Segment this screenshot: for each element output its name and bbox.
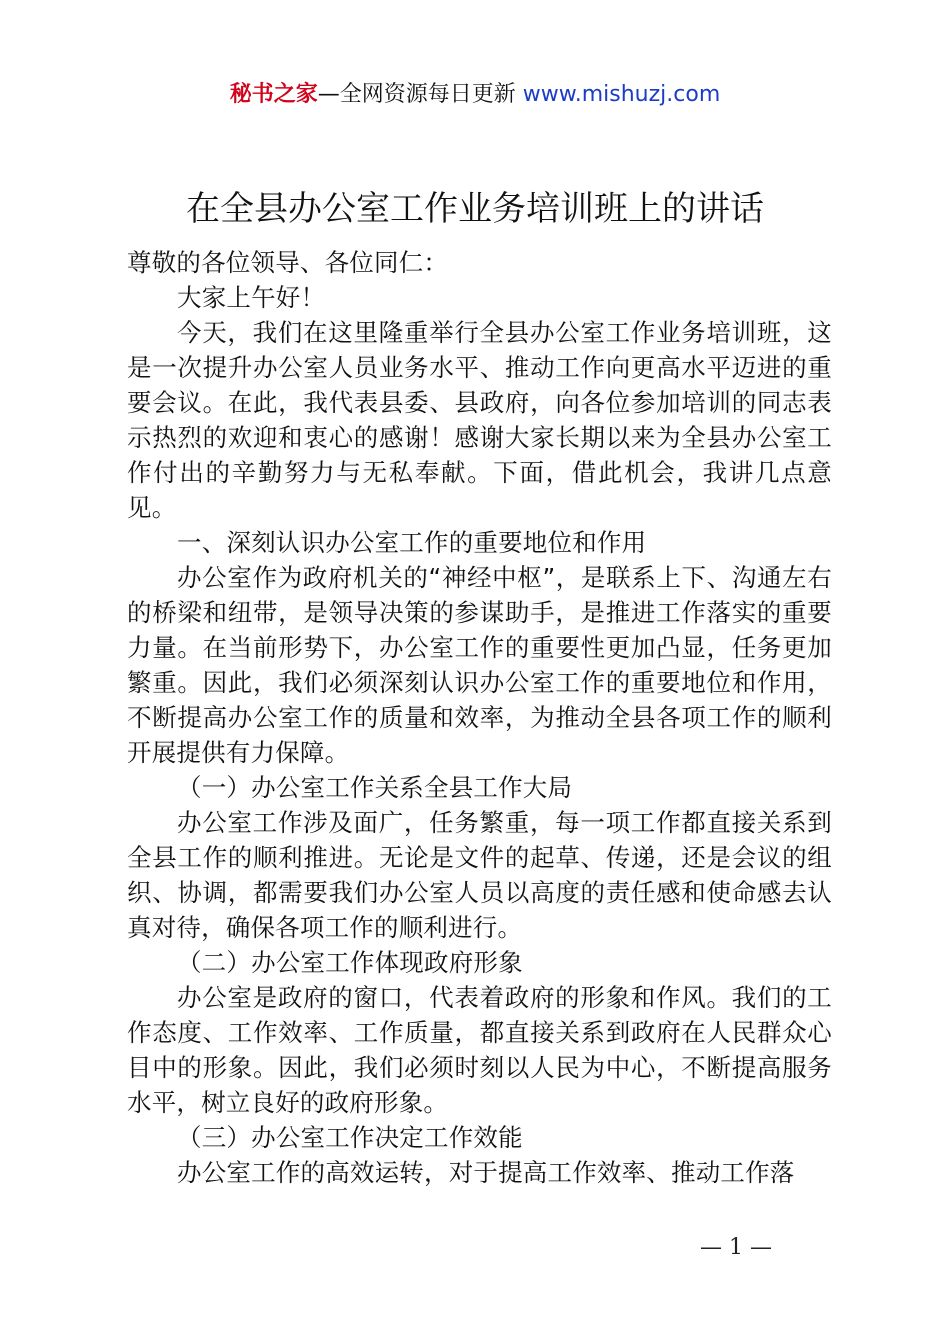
brand-name: 秘书之家 <box>229 82 318 107</box>
site-header <box>0 80 950 110</box>
greeting: 大家上午好！ <box>177 283 326 312</box>
subsection-heading: （三）办公室工作决定工作效能 <box>177 1123 523 1152</box>
site-url-link[interactable]: www.mishuzj.com <box>522 82 721 107</box>
page-number: — 1 — <box>700 1235 772 1260</box>
body-paragraph: 办公室是政府的窗口，代表着政府的形象和作风。我们的工作态度、工作效率、工作质量，都直接关系到政府在人民群众心目中的形象。因此，我们必须时刻以人民为中心，不断提高服务水平，树立良好的政府形象。 <box>127 983 832 1117</box>
subsection-heading: （二）办公室工作体现政府形象 <box>177 948 523 977</box>
header-tagline: —全网资源每日更新 <box>317 82 516 107</box>
subsection-heading: （一）办公室工作关系全县工作大局 <box>177 773 573 802</box>
section-heading: 一、深刻认识办公室工作的重要地位和作用 <box>177 528 647 557</box>
document-title: 在全县办公室工作业务培训班上的讲话 <box>186 189 764 229</box>
body-paragraph: 办公室工作涉及面广，任务繁重，每一项工作都直接关系到全县工作的顺利推进。无论是文件的起草、传递，还是会议的组织、协调，都需要我们办公室人员以高度的责任感和使命感去认真对待，确保各项工作的顺利进行。 <box>127 808 832 942</box>
body-paragraph: 办公室作为政府机关的“神经中枢”，是联系上下、沟通左右的桥梁和纽带，是领导决策的参谋助手，是推进工作落实的重要力量。在当前形势下，办公室工作的重要性更加凸显，任务更加繁重。因此，我们必须深刻认识办公室工作的重要地位和作用，不断提高办公室工作的质量和效率，为推动全县各项工作的顺利开展提供有力保障。 <box>127 563 832 767</box>
salutation: 尊敬的各位领导、各位同仁： <box>127 248 449 277</box>
body-paragraph: 办公室工作的高效运转，对于提高工作效率、推动工作落 <box>177 1158 795 1187</box>
document-body <box>127 245 832 1190</box>
body-paragraph: 今天，我们在这里隆重举行全县办公室工作业务培训班，这是一次提升办公室人员业务水平、推动工作向更高水平迈进的重要会议。在此，我代表县委、县政府，向各位参加培训的同志表示热烈的欢迎和衷心的感谢！感谢大家长期以来为全县办公室工作付出的辛勤努力与无私奉献。下面，借此机会，我讲几点意见。 <box>127 318 832 522</box>
